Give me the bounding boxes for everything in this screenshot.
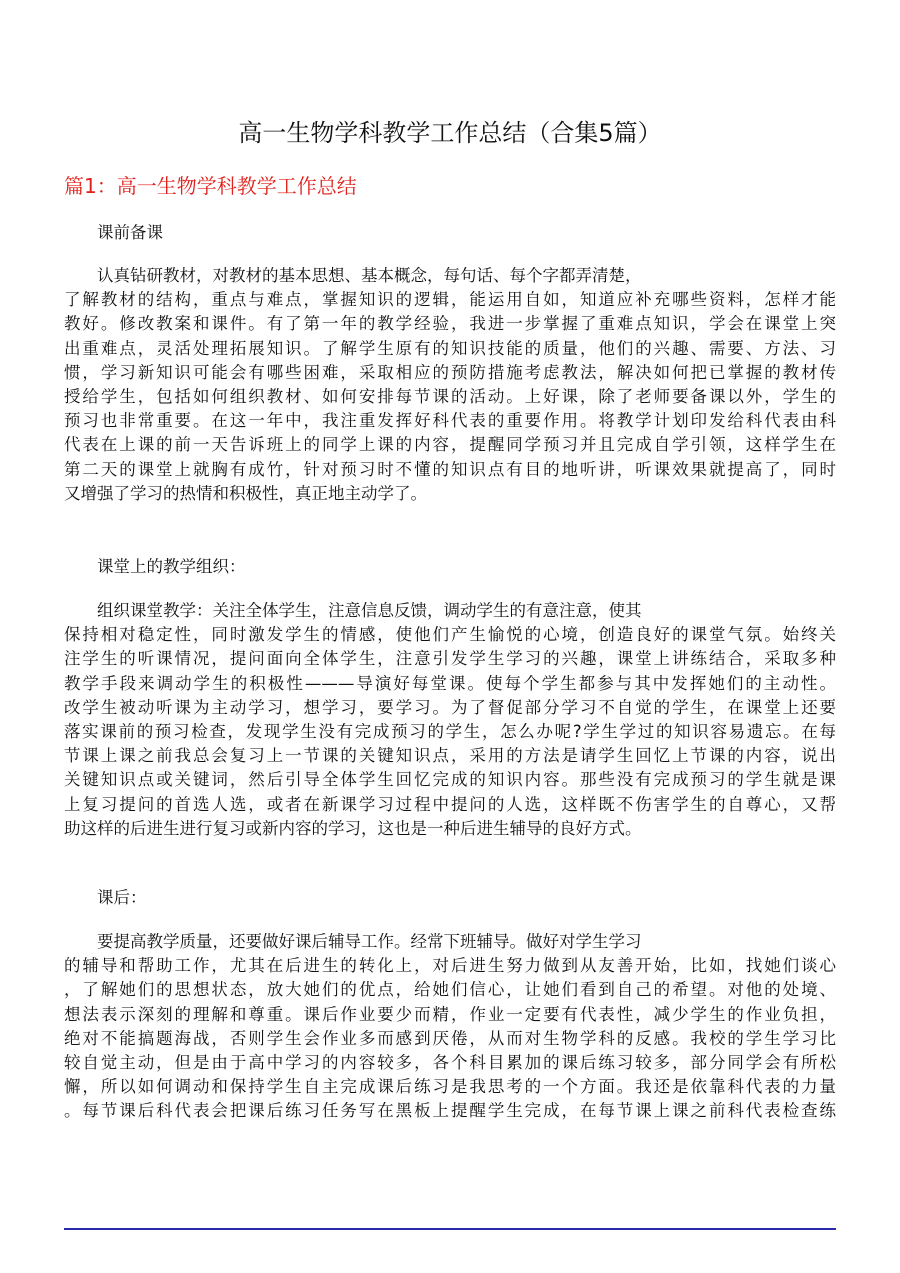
- text-line: 代表在上课的前一天告诉班上的同学上课的内容，提醒同学预习并且完成自学引领，这样学生在: [64, 435, 836, 455]
- subheading-prep: 课前备课: [97, 223, 163, 242]
- text-line: 的辅导和帮助工作，尤其在后进生的转化上，对后进生努力做到从友善开始，比如，找她们谈心: [64, 956, 836, 976]
- text-line: 懈，所以如何调动和保持学生自主完成课后练习是我思考的一个方面。我还是依靠科代表的力量: [64, 1077, 836, 1097]
- text-line: 出重难点，灵活处理拓展知识。了解学生原有的知识技能的质量，他们的兴趣、需要、方法、习: [64, 338, 836, 358]
- text-line: 教学手段来调动学生的积极性———导演好每堂课。使每个学生都参与其中发挥她们的主动性。: [64, 673, 836, 693]
- footer-rule: [64, 1228, 836, 1230]
- text-line: 组织课堂教学：关注全体学生，注意信息反馈，调动学生的有意注意，使其: [97, 601, 642, 620]
- text-line: 第二天的课堂上就胸有成竹，针对预习时不懂的知识点有目的地听讲，听课效果就提高了，同时: [64, 459, 836, 479]
- text-line: 教好。修改教案和课件。有了第一年的教学经验，我进一步掌握了重难点知识，学会在课堂上突: [64, 314, 836, 334]
- section-heading: 篇1：高一生物学科教学工作总结: [64, 174, 357, 198]
- text-line: 要提高教学质量，还要做好课后辅导工作。经常下班辅导。做好对学生学习: [97, 932, 642, 951]
- text-line: 又增强了学习的热情和积极性，真正地主动学了。: [64, 483, 427, 503]
- text-line: 节课上课之前我总会复习上一节课的关键知识点，采用的方法是请学生回忆上节课的内容，说出: [64, 746, 836, 766]
- text-line: 关键知识点或关键词，然后引导全体学生回忆完成的知识内容。那些没有完成预习的学生就是课: [64, 770, 836, 790]
- text-line: 助这样的后进生进行复习或新内容的学习，这也是一种后进生辅导的良好方式。: [64, 818, 642, 838]
- document-title: 高一生物学科教学工作总结（合集5篇）: [238, 119, 662, 147]
- text-line: 保持相对稳定性，同时激发学生的情感，使他们产生愉悦的心境，创造良好的课堂气氛。始终关: [64, 625, 836, 645]
- paragraph-after-class: [64, 930, 836, 1124]
- text-line: 惯，学习新知识可能会有哪些困难，采取相应的预防措施考虑教法，解决如何把已掌握的教材传: [64, 362, 836, 382]
- text-line: 。每节课后科代表会把课后练习任务写在黑板上提醒学生完成，在每节课上课之前科代表检查练: [64, 1101, 836, 1121]
- text-line: 注学生的听课情况，提问面向全体学生，注意引发学生学习的兴趣，课堂上讲练结合，采取多种: [64, 649, 836, 669]
- text-line: 预习也非常重要。在这一年中，我注重发挥好科代表的重要作用。将教学计划印发给科代表由科: [64, 411, 836, 431]
- paragraph-prep: [64, 264, 836, 506]
- subheading-classroom: 课堂上的教学组织：: [97, 557, 246, 576]
- paragraph-classroom: [64, 599, 836, 841]
- text-line: 了解教材的结构，重点与难点，掌握知识的逻辑，能运用自如，知道应补充哪些资料，怎样才能: [64, 290, 836, 310]
- text-line: 绝对不能搞题海战，否则学生会作业多而感到厌倦，从而对生物学科的反感。我校的学生学习比: [64, 1028, 836, 1048]
- text-line: ，了解她们的思想状态，放大她们的优点，给她们信心，让她们看到自己的希望。对他的处境、: [64, 980, 836, 1000]
- text-line: 认真钻研教材，对教材的基本思想、基本概念，每句话、每个字都弄清楚，: [97, 266, 642, 285]
- text-line: 授给学生，包括如何组织教材、如何安排每节课的活动。上好课，除了老师要备课以外，学生的: [64, 386, 836, 406]
- text-line: 改学生被动听课为主动学习，想学习，要学习。为了督促部分学习不自觉的学生，在课堂上还要: [64, 697, 836, 717]
- text-line: 落实课前的预习检查，发现学生没有完成预习的学生，怎么办呢?学生学过的知识容易遗忘。在每: [64, 721, 836, 741]
- text-line: 上复习提问的首选人选，或者在新课学习过程中提问的人选，这样既不伤害学生的自尊心，又帮: [64, 794, 836, 814]
- text-line: 想法表示深刻的理解和尊重。课后作业要少而精，作业一定要有代表性，减少学生的作业负担，: [64, 1004, 836, 1024]
- text-line: 较自觉主动，但是由于高中学习的内容较多，各个科目累加的课后练习较多，部分同学会有所松: [64, 1052, 836, 1072]
- subheading-after-class: 课后：: [97, 888, 147, 907]
